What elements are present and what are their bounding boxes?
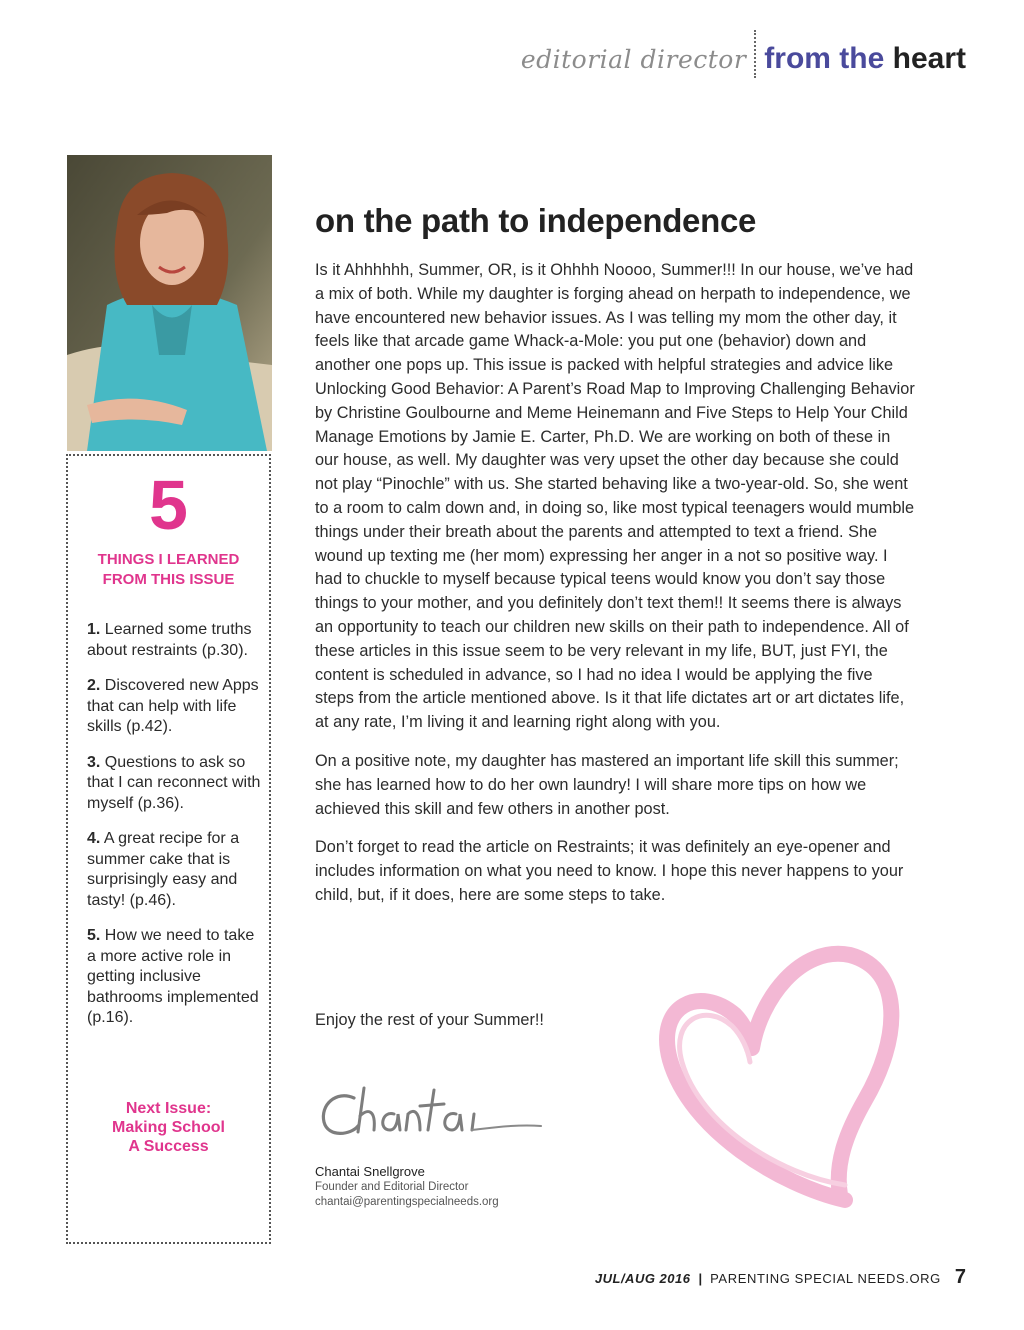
header-divider bbox=[754, 30, 756, 78]
list-item-text: Learned some truths about restraints (p.30). bbox=[87, 621, 252, 659]
article-title: on the path to independence bbox=[315, 202, 757, 239]
article-paragraph: On a positive note, my daughter has mastered an important life skill this summer; she has learned how to do her own laundry! I will share more tips on how we achieved this skill and few others in another post. bbox=[315, 751, 899, 818]
list-item-number: 3. bbox=[87, 753, 101, 771]
list-item bbox=[87, 676, 265, 738]
author-name: Chantai Snellgrove bbox=[315, 1164, 425, 1179]
column-title bbox=[764, 42, 966, 78]
page-number: 7 bbox=[954, 1266, 966, 1288]
author-portrait-illustration bbox=[67, 155, 272, 451]
column-title-prefix: from the bbox=[764, 42, 885, 75]
article-paragraph: Don’t forget to read the article on Restraints; it was definitely an eye-opener and includes information on what you need to know. I hope this never happens to your child, but, if it does, here are some steps to take. bbox=[315, 838, 904, 904]
sidebar-big-number: 5 bbox=[149, 466, 188, 544]
page-footer bbox=[595, 1266, 966, 1289]
sidebar-heading-line1: THINGS I LEARNED bbox=[97, 551, 240, 568]
list-item-number: 4. bbox=[87, 830, 101, 847]
author-photo bbox=[67, 155, 272, 451]
list-item-text: Discovered new Apps that can help with life skills (p.42). bbox=[87, 677, 259, 735]
next-issue-line1: Next Issue: bbox=[125, 1100, 212, 1117]
article-body bbox=[315, 259, 915, 923]
issue-date: JUL/AUG 2016 bbox=[594, 1271, 691, 1286]
footer-separator: | bbox=[698, 1271, 703, 1286]
author-email: chantai@parentingspecialneeds.org bbox=[315, 1196, 499, 1208]
next-issue-line2: Making School bbox=[112, 1119, 225, 1136]
list-item bbox=[87, 926, 265, 1029]
author-title: Founder and Editorial Director bbox=[315, 1181, 469, 1193]
list-item bbox=[87, 620, 265, 661]
sidebar-heading bbox=[68, 550, 269, 590]
section-label: editorial director bbox=[520, 45, 747, 74]
sidebar-heading-line2: FROM THIS ISSUE bbox=[102, 571, 235, 588]
list-item-number: 1. bbox=[87, 621, 101, 638]
column-title-suffix: heart bbox=[892, 42, 966, 75]
next-issue-line3: A Success bbox=[128, 1138, 209, 1155]
list-item-number: 5. bbox=[87, 927, 101, 944]
list-item bbox=[87, 753, 265, 815]
list-item bbox=[87, 829, 265, 911]
sidebar-box bbox=[66, 454, 271, 1244]
list-item-number: 2. bbox=[87, 677, 101, 694]
next-issue-teaser bbox=[68, 1099, 269, 1156]
publication-name: PARENTING SPECIAL NEEDS.ORG bbox=[710, 1271, 941, 1286]
article-closing: Enjoy the rest of your Summer!! bbox=[315, 1011, 544, 1029]
list-item-text: A great recipe for a summer cake that is surprisingly easy and tasty! (p.46). bbox=[87, 830, 240, 909]
sidebar-list bbox=[87, 620, 265, 1044]
list-item-text: Questions to ask so that I can reconnect with myself (p.36). bbox=[87, 753, 261, 812]
article-paragraph: Is it Ahhhhhh, Summer, OR, is it Ohhhh Noooo, Summer!!! In our house, we’ve had a mix of both. While my daughter is forging ahead on herpath to independence, we have encountered new behavior issues. As I was telling my mom the other day, it feels like that arcade game Whack-a-Mole: you put one (behavior) down and another one pops up. This issue is packed with helpful strategies and advice like Unlocking Good Behavior: A Parent’s Road Map to Improving Challenging Behavior by Christine Goulbourne and Meme Heinemann and Five Steps to Help Your Child Manage Emotions by Jamie E. Carter, Ph.D. We are working on both of these in our house, as well. My daughter was very upset the other day because she could not play “Pinochle” with us. She started behaving like a two-year-old. So, she went to a room to calm down and, in doing so, like most typical teenagers would mumble things under their breath about the parents and attempted to text a friend. She wound up texting me (her mom) expressing her anger in a not so positive way. I had to chuckle to myself because typical teens would know you don’t say those things to your mother, and you definitely don’t text them!! It seems there is always an opportunity to teach our children new skills on their path to independence. All of these articles in this issue seem to be very relevant in my life, BUT, just FYI, the content is scheduled in advance, so I had no idea I would be applying the five steps from the article mentioned above. Is it that life dictates art or art dictates life, at any rate, I’m living it and learning right along with you. bbox=[315, 261, 915, 732]
handwritten-signature bbox=[316, 1080, 546, 1155]
list-item-text: How we need to take a more active role in getting inclusive bathrooms implemented (p.16). bbox=[87, 927, 259, 1026]
page-header bbox=[521, 28, 966, 78]
heart-icon bbox=[630, 930, 930, 1255]
